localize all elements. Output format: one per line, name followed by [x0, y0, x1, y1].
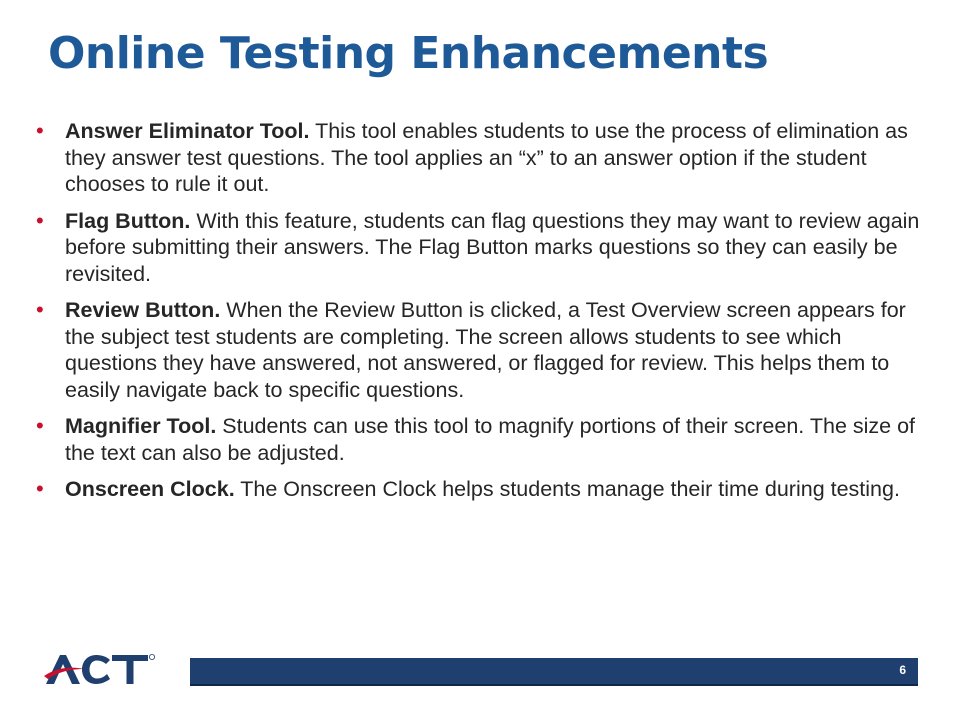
- logo-t-shape: [112, 655, 148, 684]
- bullet-text: Students can use this tool to magnify portions of their screen. The size of the text can also be adjusted.: [65, 414, 916, 465]
- bullet-text: This tool enables students to use the process of elimination as they answer test questions. The tool applies an “x” to an answer option if the student chooses to rule it out.: [65, 119, 908, 196]
- bullet-text: The Onscreen Clock helps students manage their time during testing.: [234, 477, 900, 501]
- bullet-marker: •: [36, 476, 44, 501]
- bullet-list: [36, 118, 926, 513]
- bullet-item-answer-eliminator: [36, 118, 926, 198]
- bullet-heading: Review Button.: [65, 298, 221, 322]
- bullet-heading: Magnifier Tool.: [65, 414, 217, 438]
- bullet-item-magnifier-tool: [36, 413, 926, 466]
- bullet-item-review-button: [36, 297, 926, 403]
- bullet-text: When the Review Button is clicked, a Test Overview screen appears for the subject test students are completing. The screen allows students to see which questions they have answered, not answered, or flagged for review. This helps them to easily navigate back to specific questions.: [65, 298, 906, 402]
- bullet-heading: Answer Eliminator Tool.: [65, 119, 310, 143]
- bullet-text: With this feature, students can flag questions they may want to review again before submitting their answers. The Flag Button marks questions so they can easily be revisited.: [65, 208, 920, 286]
- bullet-heading: Onscreen Clock.: [65, 477, 235, 501]
- bullet-marker: •: [36, 297, 44, 322]
- bullet-item-onscreen-clock: [36, 476, 926, 503]
- page-number: 6: [899, 663, 906, 677]
- bullet-item-flag-button: [36, 208, 926, 288]
- act-logo-mark: [44, 652, 168, 686]
- slide-title: Online Testing Enhancements: [48, 28, 769, 79]
- bullet-marker: •: [36, 413, 44, 438]
- registered-mark-icon: [149, 654, 154, 659]
- bullet-marker: •: [36, 118, 44, 143]
- act-logo: [44, 652, 168, 686]
- bullet-marker: •: [36, 207, 44, 233]
- logo-swoosh: [44, 668, 84, 679]
- logo-c-shape: [82, 655, 110, 684]
- footer-bar: [190, 658, 918, 686]
- bullet-heading: Flag Button.: [65, 208, 191, 233]
